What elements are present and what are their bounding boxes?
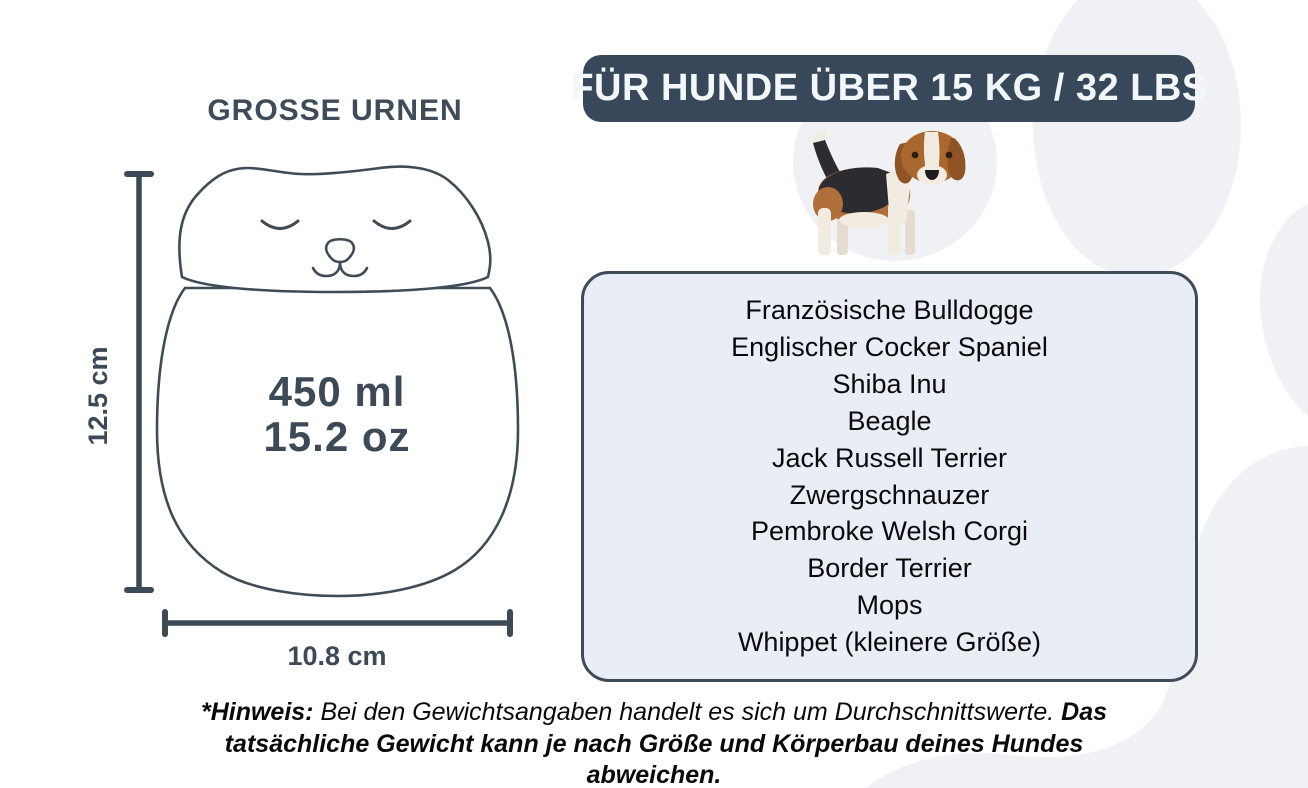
footnote-body: Bei den Gewichtsangaben handelt es sich um Durchschnittswerte. bbox=[320, 698, 1055, 726]
weight-badge-label: FÜR HUNDE ÜBER 15 KG / 32 LBS bbox=[570, 67, 1208, 109]
breed-list-item: Englischer Cocker Spaniel bbox=[731, 331, 1048, 362]
urn-height-label: 12.5 cm bbox=[83, 346, 113, 446]
breed-list-panel bbox=[581, 271, 1198, 682]
breed-list-item: Shiba Inu bbox=[832, 368, 947, 399]
breed-list-item: Jack Russell Terrier bbox=[771, 442, 1008, 473]
weight-badge bbox=[570, 55, 1208, 122]
breed-list-item: Border Terrier bbox=[807, 553, 972, 584]
footnote-emphasis: Das tatsächliche Gewicht kann je nach Größe und Körperbau deines Hundes abweichen. bbox=[224, 698, 1108, 788]
breed-list-item: Mops bbox=[856, 590, 923, 621]
urn-capacity bbox=[237, 369, 437, 459]
breed-list-item: Beagle bbox=[847, 405, 932, 436]
width-measure-line bbox=[165, 612, 510, 634]
beagle-right-eye-icon bbox=[946, 152, 953, 159]
beagle-right-ear bbox=[948, 138, 966, 180]
breed-list-item: Zwergschnauzer bbox=[789, 479, 990, 510]
page-title: GROSSE URNEN bbox=[207, 94, 463, 127]
breed-list-item: Whippet (kleinere Größe) bbox=[737, 627, 1042, 658]
beagle-rear-leg-near bbox=[818, 208, 831, 255]
urn-width-label: 10.8 cm bbox=[287, 641, 387, 671]
urn-capacity-ml: 450 ml bbox=[268, 368, 406, 415]
footnote bbox=[174, 697, 1134, 788]
beagle-illustration bbox=[804, 128, 972, 258]
breed-list-item: Pembroke Welsh Corgi bbox=[750, 516, 1029, 547]
urn-capacity-oz: 15.2 oz bbox=[263, 413, 411, 460]
footnote-prefix: *Hinweis: bbox=[200, 698, 314, 726]
height-measure-line bbox=[127, 174, 151, 590]
breed-list-item: Französische Bulldogge bbox=[745, 294, 1034, 325]
beagle-belly bbox=[839, 212, 889, 228]
beagle-left-eye-icon bbox=[912, 152, 919, 159]
